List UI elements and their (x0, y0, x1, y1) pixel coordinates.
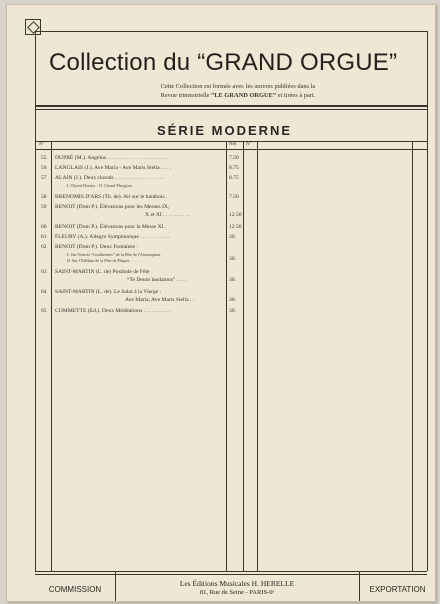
table-col-num2-divider (257, 141, 258, 571)
table-head-rule (35, 149, 427, 150)
table-col-right-divider (412, 141, 413, 571)
footer-rule-1 (35, 571, 427, 572)
catalog-entry: COMMETTE (Ed.). Deux Méditations . . . . . . . . . . (55, 308, 171, 314)
section-title: SÉRIE MODERNE (157, 123, 293, 138)
entry-price: 8.75 (229, 165, 239, 171)
corner-ornament-icon (25, 19, 41, 35)
footer-rule-2 (35, 574, 427, 575)
catalog-entry: SAINT-MARTIN (L. de) Postlude de Fête (55, 269, 150, 275)
entry-number: 60 (41, 224, 47, 230)
subtitle-prefix: Revue trimestrielle (160, 91, 210, 99)
subtitle-line-2 (73, 92, 403, 101)
catalog-entry: BENOIT (Dom P.). Deux Fontaines : (55, 244, 139, 250)
column-header-number-2: N° (246, 142, 252, 147)
entry-number: 63 (41, 269, 47, 275)
entry-price: 30. (229, 234, 236, 240)
footer-address: 81, Rue de Seine - PARIS-6ᵉ (199, 589, 275, 596)
entry-price: 12.50 (229, 212, 242, 218)
table-col-net-divider (243, 141, 244, 571)
catalog-entry-continued: “Te Deum laudamus” . . . . (127, 277, 187, 283)
review-name: “LE GRAND ORGUE” (211, 91, 277, 99)
catalog-entry: BRENOMIS D'ARS (Th. de). Air sur le hautbois . (55, 194, 168, 200)
footer-publisher: Les Éditions Musicales H. HERELLE (179, 579, 295, 588)
frame-left-line (35, 31, 36, 571)
catalog-entry: ALAIN (J.). Deux chorals . . . . . . . . . . . . . . . . . . (55, 175, 164, 181)
footer-commission: COMMISSION (48, 585, 102, 594)
collection-title: Collection du “GRAND ORGUE” (49, 49, 398, 76)
collection-subtitle (73, 83, 403, 100)
catalog-entry-continued: X et XI . . . . . . . . . . (145, 212, 190, 218)
catalog-entry: BENOIT (Dom P.). Élévations pour la Messe XI . (55, 224, 167, 230)
entry-subtitle: I. Sur l'Introit “Confluentes” de la Fête de l'Assomption. (67, 252, 162, 257)
entry-price: 12.50 (229, 224, 242, 230)
entry-price: 7.50 (229, 194, 239, 200)
entry-subtitle: II. Sur l'Alléluia de la Fête de Pâques . . . . . (67, 258, 140, 263)
catalog-entry: LANGLAIS (J.). Ave Maria - Ave Maris Stella . . . . (55, 165, 171, 171)
entry-number: 62 (41, 244, 47, 250)
frame-right-line (427, 31, 428, 571)
catalog-page (6, 4, 436, 602)
table-col-price-divider (226, 141, 227, 571)
table-col-num-divider (51, 141, 52, 571)
catalog-entry: SAINT-MARTIN (L. de). Le Salut à la Vierge : (55, 289, 162, 295)
entry-number: 56 (41, 165, 47, 171)
catalog-entry: DUPRÉ (M.). Angélus . . . . . . . . . . . . . . . . . . . . . . (55, 155, 168, 161)
entry-number: 58 (41, 194, 47, 200)
entry-number: 57 (41, 175, 47, 181)
entry-number: 64 (41, 289, 47, 295)
header-rule-1 (35, 105, 427, 107)
entry-price: 30. (229, 277, 236, 283)
catalog-entry-continued: Ave Maria, Ave Maris Stella . . (125, 297, 195, 303)
column-header-net: Net (229, 142, 237, 147)
entry-number: 55 (41, 155, 47, 161)
catalog-entry: BENOIT (Dom P.). Élévations pour les Messes IX, (55, 204, 170, 210)
catalog-entry: FLEURY (A.). Allegro Symphonique . . . . . . . . . . . (55, 234, 170, 240)
entry-price: 7.50 (229, 155, 239, 161)
frame-top-line (35, 31, 427, 32)
entry-number: 61 (41, 234, 47, 240)
column-header-number: N° (39, 142, 45, 147)
entry-number: 65 (41, 308, 47, 314)
subtitle-suffix: et tirées à part. (277, 91, 316, 99)
entry-price: 30. (229, 308, 236, 314)
subtitle-line-1: Cette Collection est formée avec les œuvres publiées dans la (160, 83, 316, 90)
entry-price: 8.75 (229, 175, 239, 181)
footer-exportation: EXPORTATION (369, 585, 426, 594)
header-rule-2 (35, 109, 427, 110)
footer-divider-left (115, 571, 116, 601)
entry-number: 59 (41, 204, 47, 210)
entry-price: 30. (229, 256, 236, 262)
entry-subtitle: I. Choral Dorien. - II. Choral Phrygien. (67, 183, 133, 188)
entry-price: 30. (229, 297, 236, 303)
